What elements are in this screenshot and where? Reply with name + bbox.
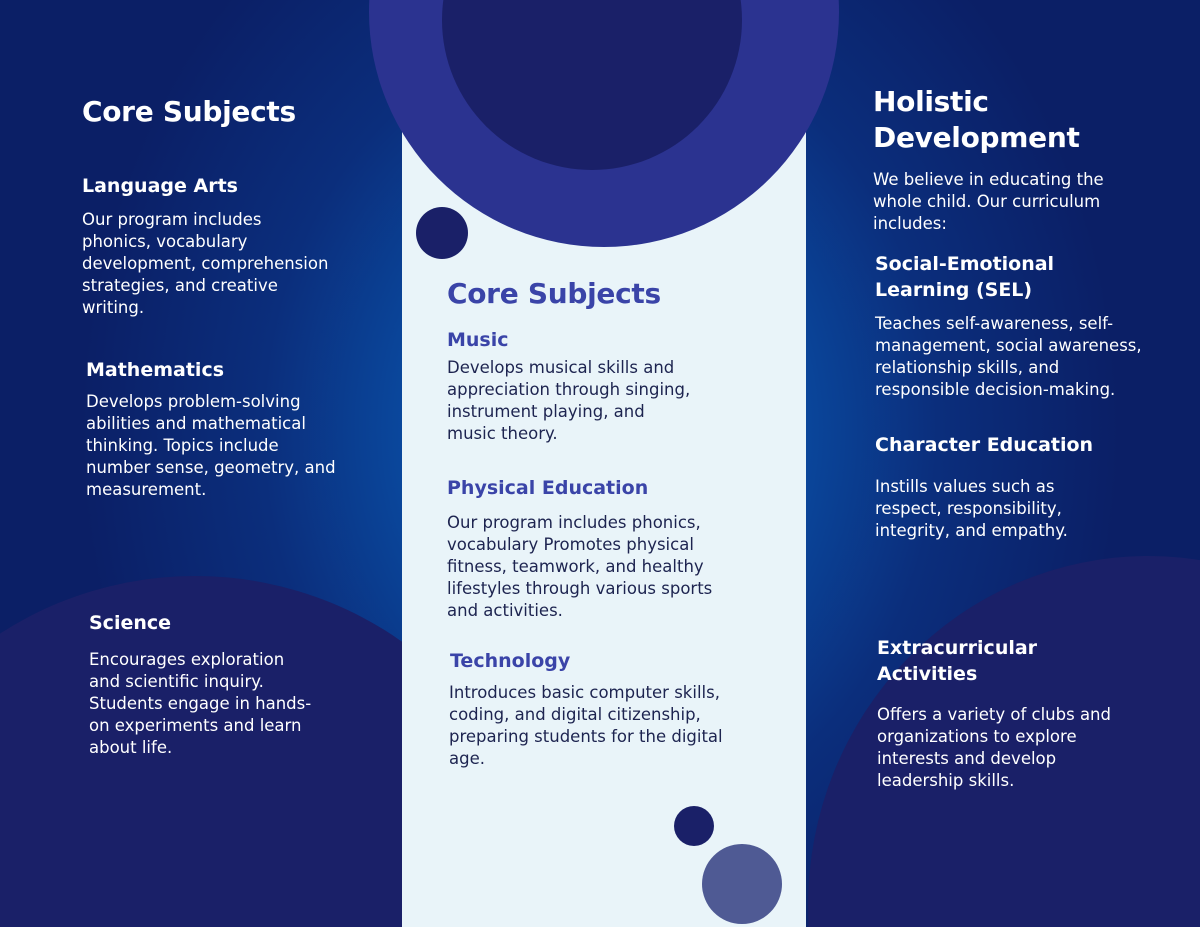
science-heading: Science xyxy=(89,612,172,634)
language-arts-heading: Language Arts xyxy=(82,175,238,197)
mathematics-body: Develops problem-solving abilities and mathematical thinking. Topics include number sense, geometry, and measurement. xyxy=(86,392,336,499)
center-title: Core Subjects xyxy=(447,277,661,310)
physical-education-body: Our program includes phonics, vocabulary Promotes physical fitness, teamwork, and healthy lifestyles through various sports and activities. xyxy=(447,513,713,620)
science-body: Encourages exploration and scientific inquiry. Students engage in hands-on experiments and learn about life. xyxy=(89,650,312,757)
right-title: Holistic Development xyxy=(873,85,1080,154)
music-heading: Music xyxy=(447,329,509,351)
physical-education-heading: Physical Education xyxy=(447,477,649,499)
left-title: Core Subjects xyxy=(82,95,296,128)
decorative-dot xyxy=(702,844,782,924)
mathematics-heading: Mathematics xyxy=(86,359,225,381)
music-body: Develops musical skills and appreciation through singing, instrument playing, and music theory. xyxy=(447,358,691,443)
extracurricular-body: Offers a variety of clubs and organizations to explore interests and develop leadership skills. xyxy=(877,705,1111,790)
language-arts-body: Our program includes phonics, vocabulary development, comprehension strategies, and creative writing. xyxy=(82,210,329,317)
extracurricular-heading: Extracurricular Activities xyxy=(877,637,1038,685)
right-intro: We believe in educating the whole child. Our curriculum includes: xyxy=(873,170,1104,233)
character-education-heading: Character Education xyxy=(875,434,1094,456)
technology-body: Introduces basic computer skills, coding, and digital citizenship, preparing students for the digital age. xyxy=(449,683,723,768)
technology-heading: Technology xyxy=(450,650,571,672)
decorative-dot xyxy=(674,806,714,846)
decorative-dot xyxy=(416,207,468,259)
sel-body: Teaches self-awareness, self-management, social awareness, relationship skills, and responsible decision-making. xyxy=(875,314,1142,399)
character-education-body: Instills values such as respect, responsibility, integrity, and empathy. xyxy=(875,477,1068,540)
sel-heading: Social-Emotional Learning (SEL) xyxy=(875,253,1055,301)
